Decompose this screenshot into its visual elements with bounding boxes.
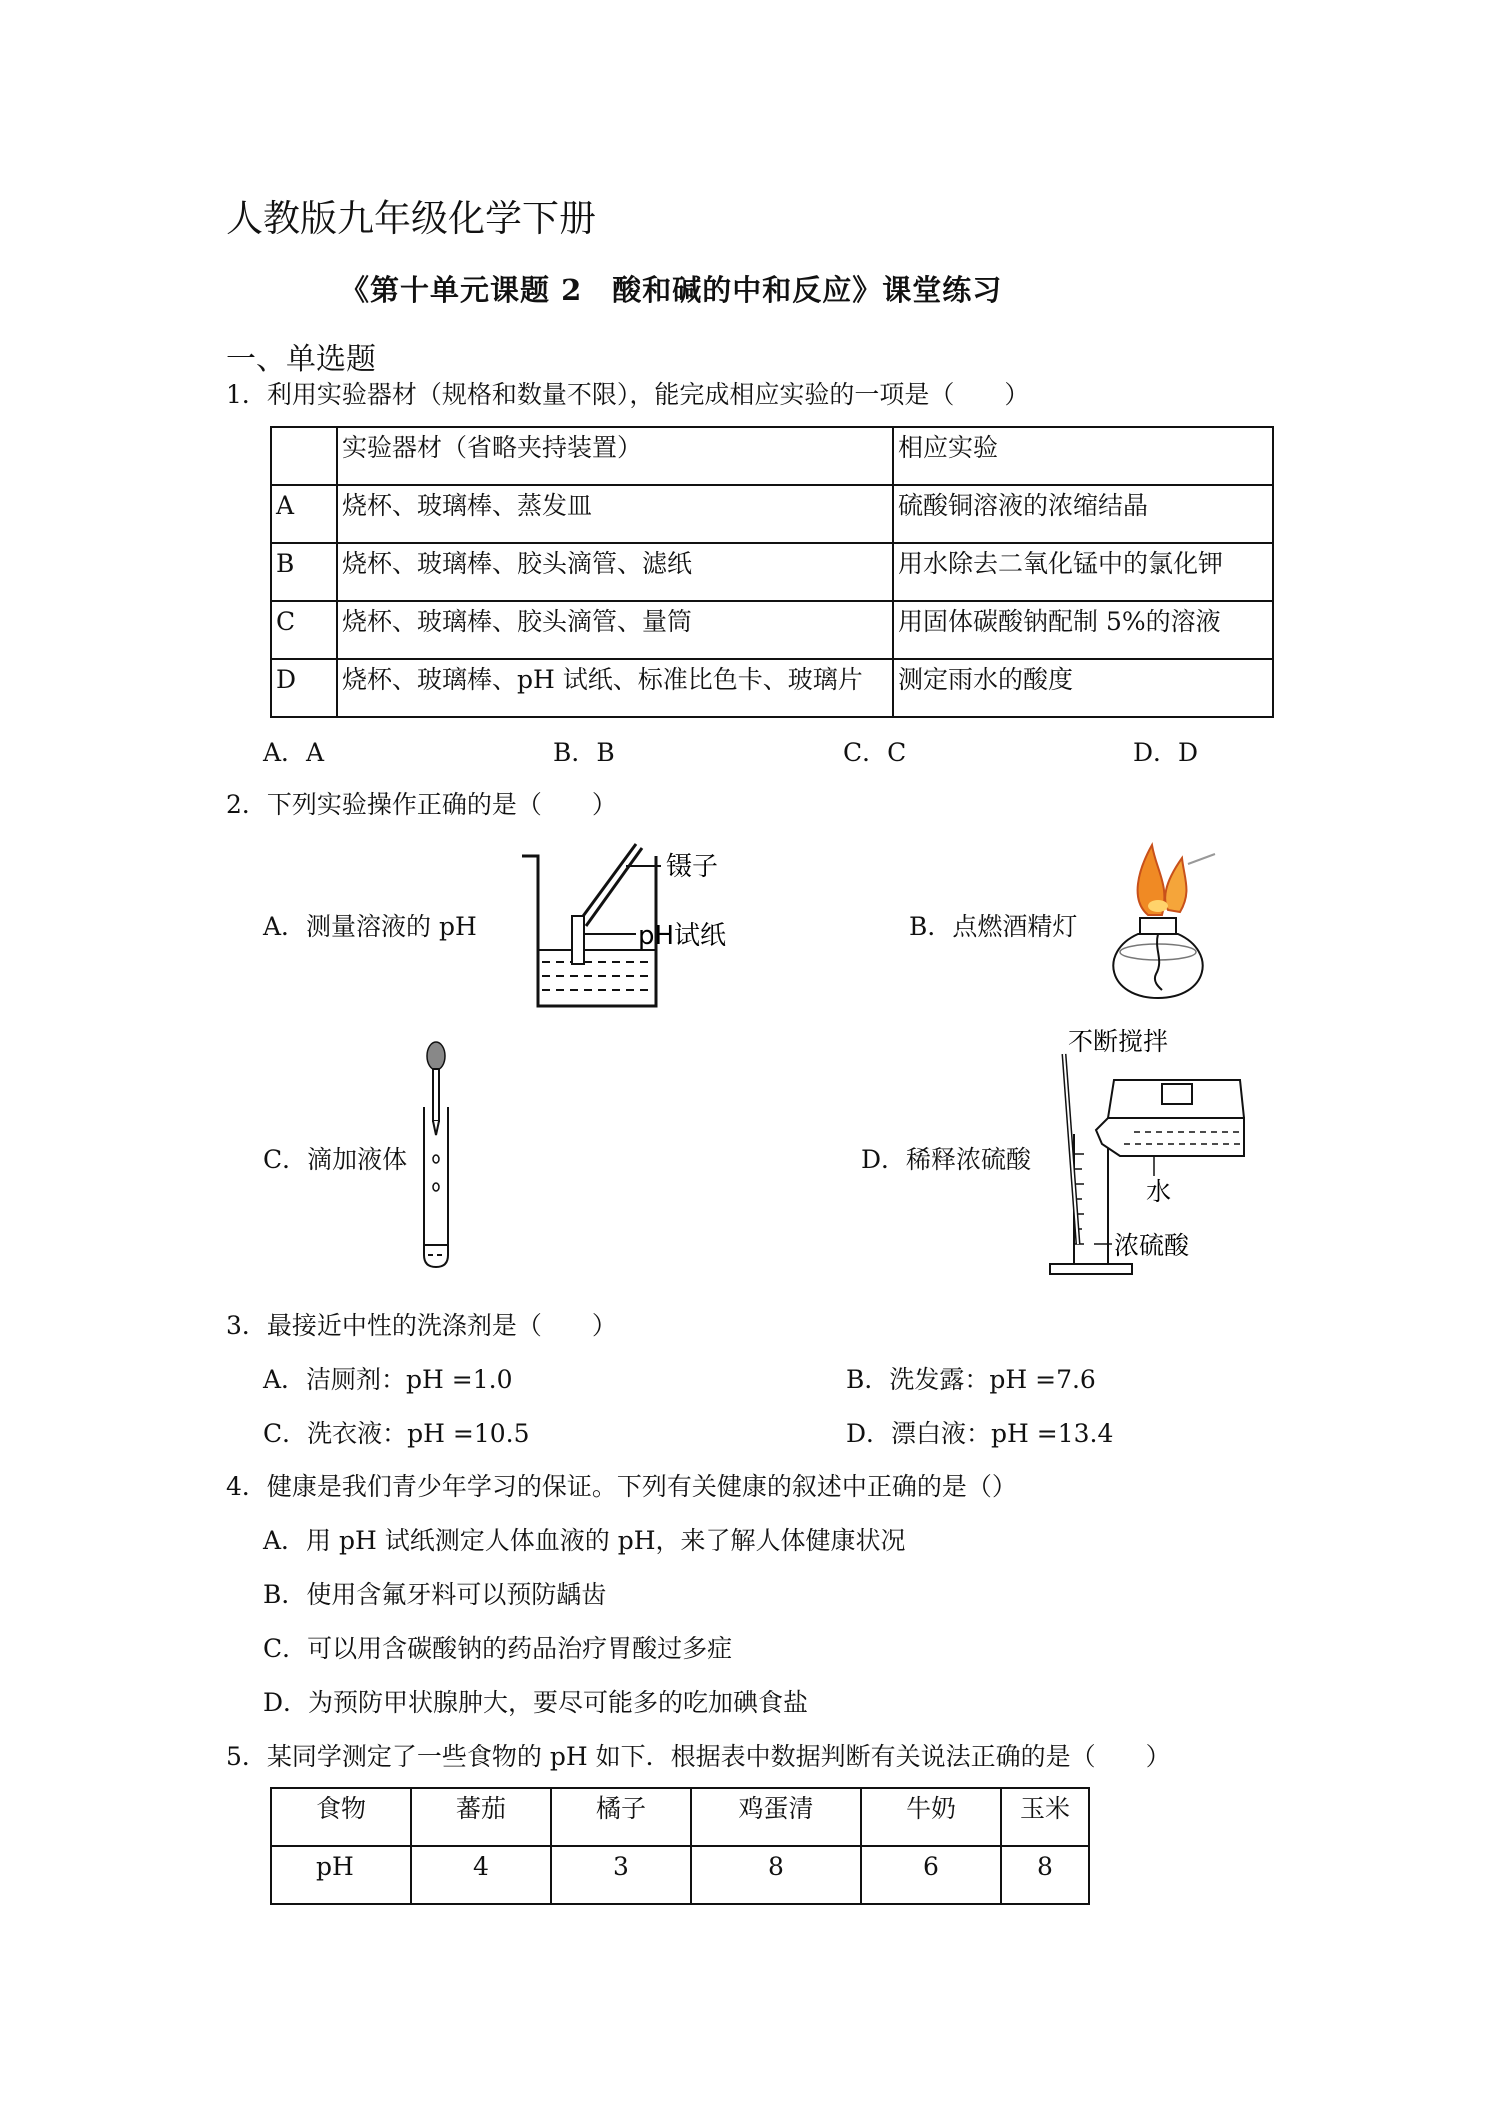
table-cell: 鸡蛋清 (691, 1788, 861, 1846)
q2-option-a[interactable]: A．测量溶液的 pH (263, 912, 477, 941)
table-row (271, 601, 1273, 659)
table-row (271, 485, 1273, 543)
document-subtitle: 《第十单元课题 2 酸和碱的中和反应》课堂练习 (340, 273, 1003, 307)
q1-option-a[interactable]: A．A (263, 738, 325, 767)
ph-paper-label: pH试纸 (638, 921, 727, 951)
document-title: 人教版九年级化学下册 (226, 197, 596, 240)
table-cell (271, 427, 337, 485)
table-cell: 实验器材（省略夹持装置） (337, 427, 893, 485)
table-cell: 用固体碳酸钠配制 5%的溶液 (893, 601, 1273, 659)
table-cell: 6 (861, 1846, 1001, 1904)
table-cell: 硫酸铜溶液的浓缩结晶 (893, 485, 1273, 543)
q4-option-c[interactable]: C．可以用含碳酸钠的药品治疗胃酸过多症 (263, 1634, 733, 1663)
table-cell: 烧杯、玻璃棒、蒸发皿 (337, 485, 893, 543)
table-cell: 8 (691, 1846, 861, 1904)
q2-option-c[interactable]: C．滴加液体 (263, 1145, 408, 1174)
table-cell: 橘子 (551, 1788, 691, 1846)
q3-option-d[interactable]: D．漂白液：pH =13.4 (846, 1419, 1114, 1448)
question-5-stem: 5．某同学测定了一些食物的 pH 如下．根据表中数据判断有关说法正确的是（ ） (226, 1742, 1171, 1771)
table-cell: 测定雨水的酸度 (893, 659, 1273, 717)
water-label: 水 (1146, 1177, 1172, 1206)
sulfuric-acid-label: 浓硫酸 (1114, 1231, 1190, 1260)
stir-label: 不断搅拌 (1068, 1027, 1169, 1056)
q2-option-b[interactable]: B．点燃酒精灯 (909, 912, 1078, 941)
q4-option-b[interactable]: B．使用含氟牙料可以预防龋齿 (263, 1580, 607, 1609)
table-cell: C (271, 601, 337, 659)
q3-option-a[interactable]: A．洁厕剂：pH =1.0 (263, 1365, 513, 1394)
alcohol-lamp-diagram (1100, 840, 1230, 1005)
question-3-stem: 3．最接近中性的洗涤剂是（ ） (226, 1311, 617, 1340)
table-cell: 玉米 (1001, 1788, 1089, 1846)
table-cell: 8 (1001, 1846, 1089, 1904)
ph-measurement-diagram (516, 838, 756, 1013)
table-cell: 烧杯、玻璃棒、胶头滴管、量筒 (337, 601, 893, 659)
table-row (271, 1788, 1089, 1846)
question-5-table (270, 1787, 1090, 1905)
table-cell: pH (271, 1846, 411, 1904)
table-cell: 用水除去二氧化锰中的氯化钾 (893, 543, 1273, 601)
question-1-table (270, 426, 1274, 718)
dilution-diagram (1044, 1024, 1274, 1292)
section-heading: 一、单选题 (226, 342, 376, 377)
table-cell: 食物 (271, 1788, 411, 1846)
table-cell: 4 (411, 1846, 551, 1904)
table-cell: 3 (551, 1846, 691, 1904)
question-4-stem: 4．健康是我们青少年学习的保证。下列有关健康的叙述中正确的是（） (226, 1472, 1017, 1501)
q3-option-c[interactable]: C．洗衣液：pH =10.5 (263, 1419, 530, 1448)
q2-option-d[interactable]: D．稀释浓硫酸 (861, 1145, 1032, 1174)
table-row (271, 659, 1273, 717)
q1-option-b[interactable]: B．B (553, 738, 615, 767)
table-cell: 蕃茄 (411, 1788, 551, 1846)
table-cell: A (271, 485, 337, 543)
q1-option-d[interactable]: D．D (1133, 738, 1199, 767)
question-2-stem: 2．下列实验操作正确的是（ ） (226, 790, 617, 819)
table-row (271, 543, 1273, 601)
q3-option-b[interactable]: B．洗发露：pH =7.6 (846, 1365, 1096, 1394)
q1-option-c[interactable]: C．C (843, 738, 907, 767)
table-cell: 相应实验 (893, 427, 1273, 485)
q4-option-a[interactable]: A．用 pH 试纸测定人体血液的 pH，来了解人体健康状况 (263, 1526, 906, 1555)
table-cell: 烧杯、玻璃棒、胶头滴管、滤纸 (337, 543, 893, 601)
table-row (271, 427, 1273, 485)
dropper-diagram (414, 1037, 462, 1272)
tweezers-label: 镊子 (666, 852, 719, 882)
table-cell: B (271, 543, 337, 601)
table-cell: 牛奶 (861, 1788, 1001, 1846)
table-cell: D (271, 659, 337, 717)
table-row (271, 1846, 1089, 1904)
question-1-stem: 1．利用实验器材（规格和数量不限），能完成相应实验的一项是（ ） (226, 380, 1030, 409)
q4-option-d[interactable]: D．为预防甲状腺肿大，要尽可能多的吃加碘食盐 (263, 1688, 809, 1717)
table-cell: 烧杯、玻璃棒、pH 试纸、标准比色卡、玻璃片 (337, 659, 893, 717)
